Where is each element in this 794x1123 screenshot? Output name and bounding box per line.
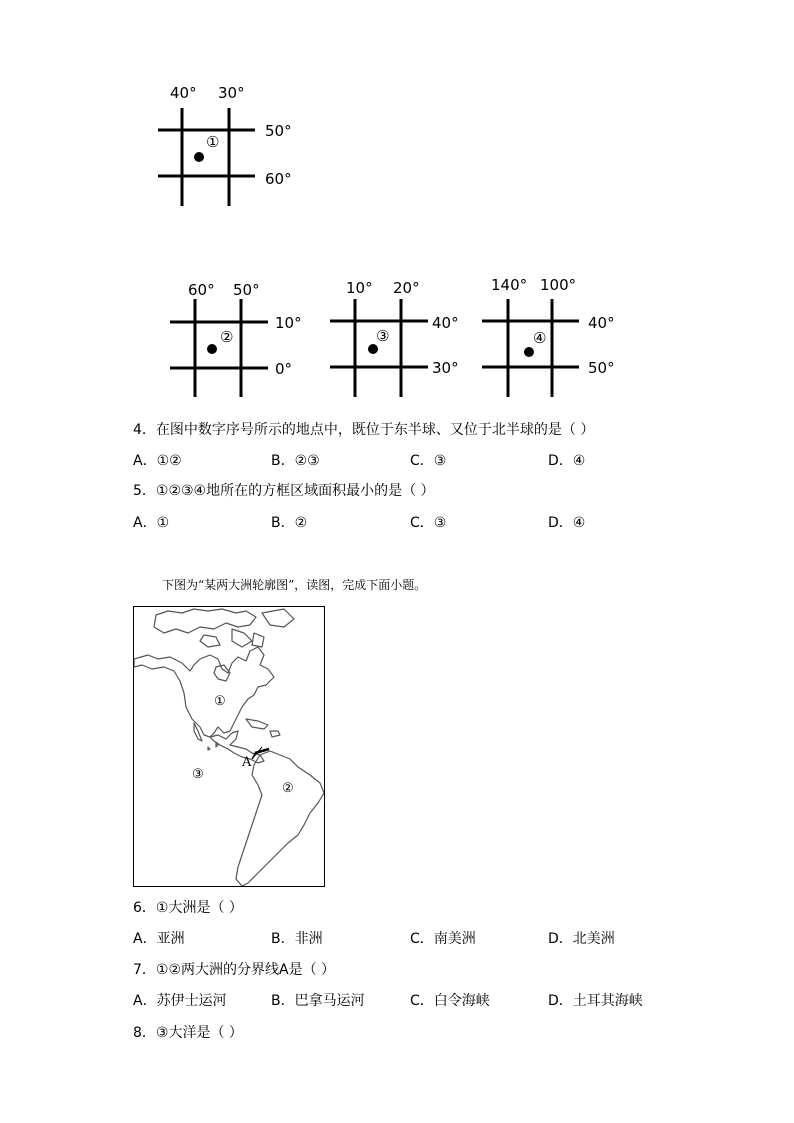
- question-4-option-c[interactable]: C．③: [410, 453, 447, 469]
- question-4-option-a[interactable]: A．①②: [133, 453, 182, 469]
- question-5-option-d[interactable]: D．④: [548, 515, 586, 531]
- map-label-3: ③: [192, 767, 204, 782]
- map-label-a: A: [242, 755, 252, 770]
- boundary-line-a: [134, 607, 324, 886]
- grid-1-lines: [150, 100, 270, 210]
- question-5-option-c[interactable]: C．③: [410, 515, 447, 531]
- question-5-option-a[interactable]: A．①: [133, 515, 170, 531]
- grid-2-lon-right: 50°: [233, 281, 260, 299]
- grid-1-marker: ①: [206, 133, 220, 151]
- question-7-stem: 7．①②两大洲的分界线A是（ ）: [133, 962, 336, 978]
- question-7-option-a[interactable]: A．苏伊士运河: [133, 993, 227, 1009]
- question-6-stem: 6．①大洲是（ ）: [133, 900, 243, 916]
- grid-1-point: [194, 152, 204, 162]
- grid-2-lines: [165, 295, 275, 400]
- question-4-stem: 4．在图中数字序号所示的地点中，既位于东半球、又位于北半球的是（ ）: [133, 422, 595, 438]
- question-8-stem: 8．③大洋是（ ）: [133, 1025, 243, 1041]
- grid-3-lat-bottom: 30°: [432, 359, 459, 377]
- continent-map: [133, 606, 325, 887]
- grid-1-lat-bottom: 60°: [265, 170, 292, 188]
- grid-2-lat-bottom: 0°: [275, 360, 293, 378]
- question-7-option-c[interactable]: C．白令海峡: [410, 993, 490, 1009]
- grid-4-point: [524, 347, 534, 357]
- grid-4-lines: [478, 295, 588, 400]
- grid-3-point: [368, 344, 378, 354]
- map-intro: 下图为“某两大洲轮廓图”，读图，完成下面小题。: [162, 578, 427, 592]
- grid-3-marker: ③: [376, 327, 390, 345]
- grid-1-lon-left: 40°: [170, 84, 197, 102]
- question-6-option-a[interactable]: A．亚洲: [133, 931, 185, 947]
- grid-3-lat-top: 40°: [432, 314, 459, 332]
- question-4-option-b[interactable]: B．②③: [271, 453, 320, 469]
- question-6-option-c[interactable]: C．南美洲: [410, 931, 476, 947]
- grid-3-lon-left: 10°: [346, 279, 373, 297]
- question-6-option-d[interactable]: D．北美洲: [548, 931, 615, 947]
- grid-4-lat-bottom: 50°: [588, 359, 615, 377]
- map-label-2: ②: [282, 781, 294, 796]
- grid-4-lon-right: 100°: [540, 276, 577, 294]
- grid-2-marker: ②: [220, 328, 234, 346]
- map-label-1: ①: [214, 694, 226, 709]
- grid-1-lon-right: 30°: [218, 84, 245, 102]
- grid-4-lat-top: 40°: [588, 314, 615, 332]
- grid-4-lon-left: 140°: [491, 276, 528, 294]
- question-4-option-d[interactable]: D．④: [548, 453, 586, 469]
- grid-2-lat-top: 10°: [275, 314, 302, 332]
- question-5-option-b[interactable]: B．②: [271, 515, 308, 531]
- grid-3-lines: [325, 295, 435, 400]
- grid-3-lon-right: 20°: [393, 279, 420, 297]
- grid-1-lat-top: 50°: [265, 122, 292, 140]
- question-7-option-b[interactable]: B．巴拿马运河: [271, 993, 365, 1009]
- grid-4-marker: ④: [533, 329, 547, 347]
- question-6-option-b[interactable]: B．非洲: [271, 931, 323, 947]
- grid-2-point: [207, 344, 217, 354]
- question-7-option-d[interactable]: D．土耳其海峡: [548, 993, 643, 1009]
- grid-2-lon-left: 60°: [188, 281, 215, 299]
- question-5-stem: 5．①②③④地所在的方框区域面积最小的是（ ）: [133, 483, 435, 499]
